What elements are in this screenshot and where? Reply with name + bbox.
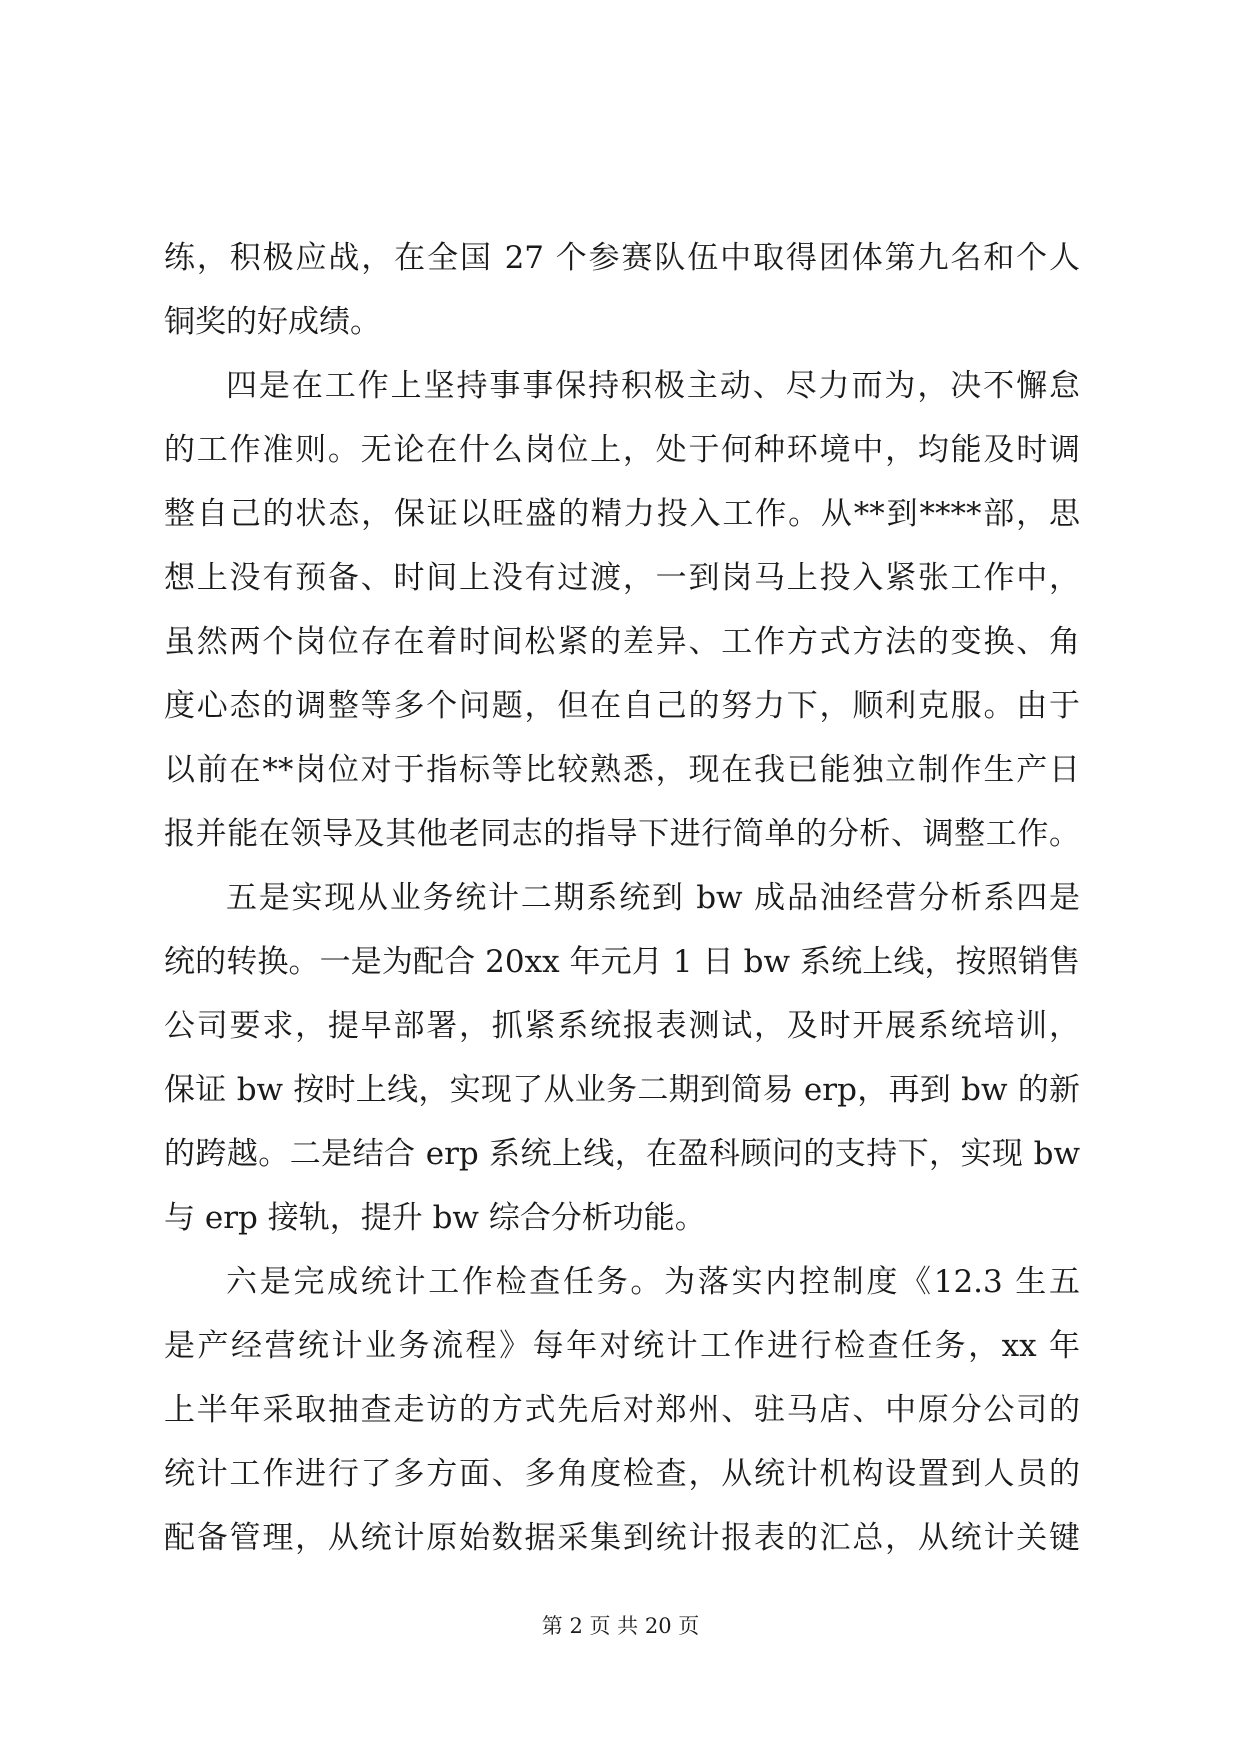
text-line: 的跨越。二是结合 erp 系统上线，在盈科顾问的支持下，实现 bw <box>164 1136 1080 1172</box>
text-line: 统的转换。一是为配合 20xx 年元月 1 日 bw 系统上线，按照销售 <box>164 944 1080 980</box>
page-number-footer: 第 2 页 共 20 页 <box>541 1614 700 1638</box>
text-line: 度心态的调整等多个问题，但在自己的努力下，顺利克服。由于 <box>164 688 1080 724</box>
paragraph-start-line: 四是在工作上坚持事事保持积极主动、尽力而为，决不懈怠 <box>226 368 1080 404</box>
text-line: 与 erp 接轨，提升 bw 综合分析功能。 <box>164 1200 706 1236</box>
paragraph-start-line: 五是实现从业务统计二期系统到 bw 成品油经营分析系四是 <box>226 880 1080 916</box>
text-line: 虽然两个岗位存在着时间松紧的差异、工作方式方法的变换、角 <box>164 624 1080 660</box>
text-line: 以前在**岗位对于指标等比较熟悉，现在我已能独立制作生产日 <box>164 752 1080 788</box>
text-line: 报并能在领导及其他老同志的指导下进行简单的分析、调整工作。 <box>164 816 1080 852</box>
paragraph-start-line: 六是完成统计工作检查任务。为落实内控制度《12.3 生五 <box>226 1264 1080 1300</box>
text-line: 的工作准则。无论在什么岗位上，处于何种环境中，均能及时调 <box>164 432 1080 468</box>
text-line: 配备管理，从统计原始数据采集到统计报表的汇总，从统计关键 <box>164 1520 1080 1556</box>
text-line: 保证 bw 按时上线，实现了从业务二期到简易 erp，再到 bw 的新 <box>164 1072 1080 1108</box>
text-line: 上半年采取抽查走访的方式先后对郑州、驻马店、中原分公司的 <box>164 1392 1080 1428</box>
text-line: 练，积极应战，在全国 27 个参赛队伍中取得团体第九名和个人 <box>164 240 1080 276</box>
text-line: 想上没有预备、时间上没有过渡，一到岗马上投入紧张工作中， <box>164 560 1080 596</box>
text-line: 铜奖的好成绩。 <box>164 304 381 340</box>
text-line: 整自己的状态，保证以旺盛的精力投入工作。从**到****部，思 <box>164 496 1080 532</box>
text-line: 是产经营统计业务流程》每年对统计工作进行检查任务，xx 年 <box>164 1328 1080 1364</box>
text-line: 公司要求，提早部署，抓紧系统报表测试，及时开展系统培训， <box>164 1008 1080 1044</box>
text-line: 统计工作进行了多方面、多角度检查，从统计机构设置到人员的 <box>164 1456 1080 1492</box>
document-body <box>164 226 1080 1570</box>
